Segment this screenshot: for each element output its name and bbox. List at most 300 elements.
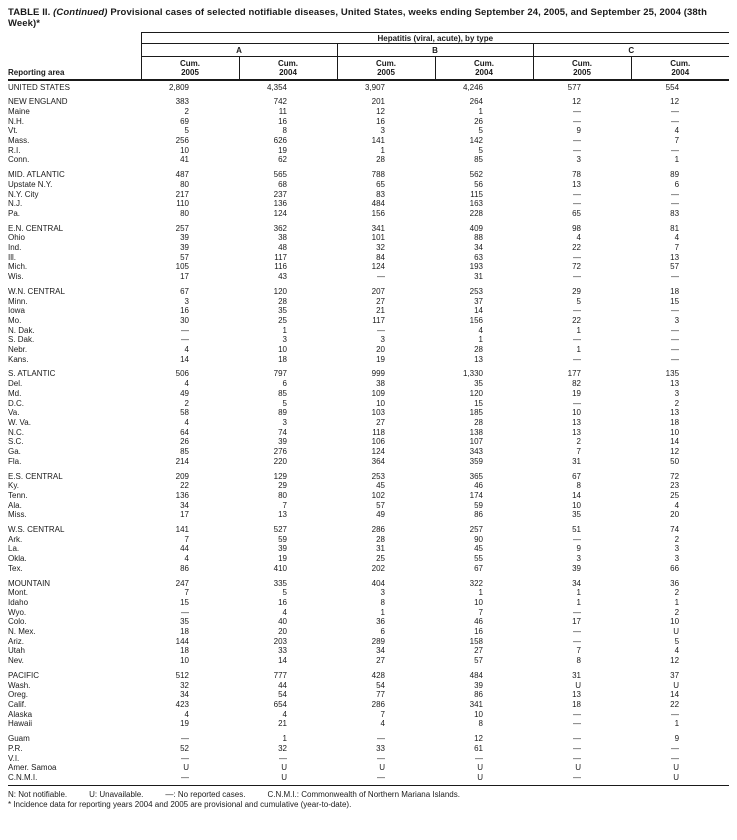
value-cell: 7	[576, 646, 581, 656]
value-cell: 3	[184, 296, 189, 306]
value-cell: 16	[180, 306, 189, 316]
reporting-area-cell: E.S. CENTRAL	[8, 471, 63, 481]
table-row	[8, 180, 729, 190]
value-cell: 335	[273, 578, 287, 588]
value-cell: 44	[180, 544, 189, 554]
value-cell: 7	[674, 136, 680, 146]
value-cell: 35	[180, 617, 189, 627]
value-cell: 1	[576, 588, 581, 598]
value-cell: 1,330	[462, 369, 483, 379]
table-row	[8, 646, 729, 656]
reporting-area-cell: N.C.	[8, 427, 24, 437]
value-cell: —	[671, 199, 680, 209]
value-cell: 9	[576, 544, 581, 554]
reporting-area-cell: Miss.	[8, 510, 27, 520]
value-cell: 22	[572, 315, 581, 325]
value-cell: 124	[371, 262, 385, 272]
table-row	[8, 491, 729, 501]
reporting-area-cell: Minn.	[8, 296, 28, 306]
value-cell: 423	[175, 699, 189, 709]
value-cell: 209	[175, 471, 189, 481]
value-cell: 86	[474, 690, 483, 700]
value-cell: 410	[273, 563, 287, 573]
reporting-area-cell: Md.	[8, 388, 22, 398]
value-cell: 1	[380, 145, 385, 155]
value-cell: 4,354	[266, 82, 287, 92]
value-cell: 78	[572, 170, 581, 180]
reporting-area-cell: Ohio	[8, 233, 25, 243]
value-cell: 110	[176, 199, 189, 209]
value-cell: 17	[180, 510, 189, 520]
value-cell: 6	[380, 627, 385, 637]
value-cell: 562	[469, 170, 483, 180]
value-cell: 17	[572, 617, 581, 627]
table-row	[8, 379, 729, 389]
table-title	[8, 7, 729, 29]
value-cell: U	[575, 763, 581, 773]
value-cell: 13	[572, 179, 581, 189]
value-cell: 45	[474, 544, 483, 554]
reporting-area-cell: Utah	[8, 646, 25, 656]
hepatitis-b-header: B	[337, 44, 533, 57]
value-cell: 27	[376, 296, 385, 306]
value-cell: 276	[273, 447, 287, 457]
value-cell: 102	[371, 490, 385, 500]
value-cell: 27	[376, 656, 385, 666]
value-cell: 7	[282, 500, 287, 510]
value-cell: 85	[180, 447, 189, 457]
value-cell: 788	[371, 170, 385, 180]
value-cell: 777	[273, 670, 287, 680]
value-cell: 5	[282, 398, 287, 408]
table-row	[8, 262, 729, 272]
table-row	[8, 117, 729, 127]
value-cell: 12	[572, 97, 581, 107]
value-cell: 56	[474, 179, 483, 189]
value-cell: 3	[674, 554, 680, 564]
value-cell: 10	[376, 398, 385, 408]
value-cell: 2	[576, 437, 581, 447]
value-cell: 124	[273, 208, 287, 218]
value-cell: 39	[278, 437, 287, 447]
footnote-legend	[8, 790, 729, 800]
value-cell: 124	[371, 447, 385, 457]
reporting-area-cell: W.S. CENTRAL	[8, 525, 65, 535]
value-cell: 237	[273, 189, 287, 199]
value-cell: 46	[474, 617, 483, 627]
value-cell: 2	[674, 588, 680, 598]
value-cell: 16	[278, 116, 287, 126]
reporting-area-cell: Okla.	[8, 554, 27, 564]
table-row	[8, 282, 729, 297]
value-cell: 13	[670, 379, 680, 389]
value-cell: 118	[372, 427, 385, 437]
value-cell: 57	[670, 262, 680, 272]
table-row	[8, 457, 729, 467]
value-cell: 14	[670, 437, 680, 447]
reporting-area-cell: W.N. CENTRAL	[8, 286, 65, 296]
value-cell: 512	[175, 670, 189, 680]
value-cell: 21	[376, 306, 385, 316]
table-row	[8, 428, 729, 438]
year-label: 2005	[181, 67, 199, 77]
value-cell: 3	[380, 588, 385, 598]
reporting-area-cell: UNITED STATES	[8, 82, 70, 92]
value-cell: 13	[670, 408, 680, 418]
value-cell: 15	[670, 296, 680, 306]
value-cell: 428	[371, 670, 385, 680]
value-cell: 68	[278, 179, 287, 189]
value-cell: 2,809	[168, 82, 189, 92]
value-cell: 31	[376, 544, 385, 554]
value-cell: 3	[380, 126, 385, 136]
value-cell: 484	[469, 670, 483, 680]
reporting-area-cell: MID. ATLANTIC	[8, 170, 65, 180]
value-cell: 32	[180, 680, 189, 690]
reporting-area-cell: Fla.	[8, 456, 22, 466]
value-cell: 22	[180, 481, 189, 491]
value-cell: 34	[376, 646, 385, 656]
value-cell: 3	[674, 315, 680, 325]
value-cell: 2	[674, 398, 680, 408]
value-cell: 19	[278, 554, 287, 564]
value-cell: 22	[670, 699, 680, 709]
value-cell: 86	[180, 563, 189, 573]
value-cell: —	[377, 272, 385, 282]
value-cell: 10	[278, 345, 287, 355]
table-row	[8, 316, 729, 326]
value-cell: —	[573, 116, 581, 126]
reporting-area-cell: S. ATLANTIC	[8, 369, 56, 379]
value-cell: 37	[670, 670, 680, 680]
value-cell: 144	[175, 636, 189, 646]
value-cell: 57	[474, 656, 483, 666]
cum-label: Cum.	[572, 58, 592, 68]
value-cell: 18	[670, 418, 680, 427]
year-label: 2005	[573, 67, 591, 77]
value-cell: 506	[175, 369, 189, 379]
value-cell: 13	[670, 252, 680, 262]
value-cell: 1	[576, 345, 581, 355]
value-cell: 80	[180, 179, 189, 189]
value-cell: 797	[273, 369, 287, 379]
reporting-area-cell: Oreg.	[8, 690, 29, 700]
reporting-area-cell: Ariz.	[8, 636, 24, 646]
value-cell: 63	[474, 252, 483, 262]
value-cell: 14	[474, 306, 483, 316]
table-row	[8, 656, 729, 666]
value-cell: —	[671, 189, 680, 199]
value-cell: 35	[474, 379, 483, 389]
value-cell: U	[673, 627, 680, 637]
value-cell: 9	[576, 126, 581, 136]
value-cell: 203	[273, 636, 287, 646]
value-cell: 364	[371, 456, 385, 466]
value-cell: 28	[474, 345, 483, 355]
value-cell: —	[573, 734, 581, 744]
value-cell: 20	[670, 510, 680, 520]
table-row	[8, 297, 729, 307]
value-cell: 14	[670, 690, 680, 700]
value-cell: U	[631, 773, 729, 785]
value-cell: 4	[184, 345, 189, 355]
value-cell: 742	[273, 97, 287, 107]
table-body	[8, 80, 729, 786]
value-cell: 5	[478, 126, 483, 136]
value-cell: —	[671, 116, 680, 126]
reporting-area-cell: MOUNTAIN	[8, 578, 51, 588]
value-cell: 1	[478, 335, 483, 345]
value-cell: 45	[376, 481, 385, 491]
value-cell: —	[671, 306, 680, 316]
col-header-c-cum-2005	[533, 57, 631, 80]
year-label: 2005	[377, 67, 395, 77]
value-cell: 4	[674, 126, 680, 136]
col-header-a-cum-2004	[239, 57, 337, 80]
value-cell: —	[181, 753, 189, 763]
legend-unavailable: U: Unavailable.	[89, 789, 144, 799]
value-cell: 8	[282, 126, 287, 136]
value-cell: 14	[278, 656, 287, 666]
value-cell: U	[435, 773, 533, 785]
value-cell: 5	[576, 296, 581, 306]
table-row	[8, 355, 729, 365]
value-cell: 217	[175, 189, 189, 199]
reporting-area-cell: Colo.	[8, 617, 27, 627]
value-cell: 15	[180, 597, 189, 607]
value-cell: 49	[180, 388, 189, 398]
value-cell: 34	[180, 500, 189, 510]
value-cell: —	[671, 354, 680, 364]
table-row	[8, 199, 729, 209]
value-cell: —	[573, 753, 581, 763]
value-cell: 156	[371, 208, 385, 218]
value-cell: 12	[670, 97, 680, 107]
value-cell: 228	[469, 208, 483, 218]
value-cell: U	[575, 680, 581, 690]
value-cell: 4	[380, 719, 385, 729]
value-cell: 5	[478, 145, 483, 155]
value-cell: 67	[180, 286, 189, 296]
value-cell: 7	[674, 243, 680, 253]
value-cell: —	[573, 719, 581, 729]
value-cell: 39	[180, 233, 189, 243]
value-cell: 31	[474, 272, 483, 282]
value-cell: 85	[474, 155, 483, 165]
legend-no-reported-cases: —: No reported cases.	[165, 789, 246, 799]
value-cell: 999	[371, 369, 385, 379]
cum-label: Cum.	[180, 58, 200, 68]
value-cell: 141	[371, 136, 385, 146]
value-cell: 116	[274, 262, 287, 272]
value-cell: 35	[278, 306, 287, 316]
value-cell: 177	[567, 369, 581, 379]
table-row	[8, 447, 729, 457]
value-cell: 141	[175, 525, 189, 535]
value-cell: 138	[469, 427, 483, 437]
value-cell: 7	[380, 709, 385, 719]
value-cell: 135	[665, 369, 680, 379]
value-cell: 26	[180, 437, 189, 447]
footnotes	[8, 790, 729, 810]
value-cell: —	[377, 325, 385, 335]
value-cell: 12	[670, 447, 680, 457]
value-cell: —	[475, 753, 483, 763]
reporting-area-cell: PACIFIC	[8, 670, 39, 680]
cum-label: Cum.	[278, 58, 298, 68]
reporting-area-cell: Va.	[8, 408, 20, 418]
value-cell: 341	[371, 223, 385, 233]
value-cell: 129	[273, 471, 287, 481]
value-cell: 33	[376, 743, 385, 753]
value-cell: 185	[469, 408, 483, 418]
value-cell: 16	[278, 597, 287, 607]
value-cell: 577	[567, 82, 581, 92]
value-cell: 90	[474, 534, 483, 544]
value-cell: —	[671, 325, 680, 335]
value-cell: 57	[180, 252, 189, 262]
value-cell: 404	[371, 578, 385, 588]
value-cell: —	[533, 773, 631, 785]
table-row	[8, 544, 729, 554]
reporting-area-cell: Upstate N.Y.	[8, 179, 53, 189]
value-cell: 39	[180, 243, 189, 253]
table-row	[8, 554, 729, 564]
value-cell: 1	[576, 597, 581, 607]
value-cell: 4,246	[462, 82, 483, 92]
value-cell: 67	[572, 471, 581, 481]
table-row	[8, 165, 729, 180]
year-label: 2004	[475, 67, 493, 77]
value-cell: 10	[474, 709, 483, 719]
table-row	[8, 681, 729, 691]
value-cell: 83	[670, 208, 680, 218]
table-row	[8, 773, 729, 785]
table-row	[8, 608, 729, 618]
table-row	[8, 418, 729, 428]
reporting-area-cell: V.I.	[8, 753, 20, 763]
value-cell: —	[573, 627, 581, 637]
table-row	[8, 190, 729, 200]
value-cell: 55	[474, 554, 483, 564]
table-row	[8, 243, 729, 253]
value-cell: —	[671, 743, 680, 753]
value-cell: 2	[674, 534, 680, 544]
value-cell: 7	[184, 534, 189, 544]
value-cell: 61	[474, 743, 483, 753]
value-cell: 89	[670, 170, 680, 180]
col-header-b-cum-2004	[435, 57, 533, 80]
value-cell: 48	[278, 243, 287, 253]
value-cell: 4	[576, 233, 581, 243]
reporting-area-header: Reporting area	[8, 33, 141, 80]
value-cell: 88	[474, 233, 483, 243]
reporting-area-cell: Ill.	[8, 252, 16, 262]
value-cell: —	[573, 398, 581, 408]
value-cell: 83	[376, 189, 385, 199]
value-cell: 253	[469, 286, 483, 296]
table-row	[8, 520, 729, 535]
value-cell: 35	[572, 510, 581, 520]
reporting-area-cell: N. Dak.	[8, 325, 35, 335]
value-cell: 13	[474, 354, 483, 364]
reporting-area-cell: Wis.	[8, 272, 24, 282]
value-cell: U	[673, 763, 680, 773]
table-row	[8, 763, 729, 773]
value-cell: —	[671, 145, 680, 155]
value-cell: 67	[474, 563, 483, 573]
value-cell: 32	[278, 743, 287, 753]
value-cell: 365	[469, 471, 483, 481]
value-cell: 362	[273, 223, 287, 233]
reporting-area-cell: Hawaii	[8, 719, 33, 729]
value-cell: 1	[478, 588, 483, 598]
value-cell: 136	[273, 199, 287, 209]
value-cell: 5	[282, 588, 287, 598]
table-row	[8, 617, 729, 627]
value-cell: U	[477, 763, 483, 773]
value-cell: 40	[278, 617, 287, 627]
value-cell: 54	[278, 690, 287, 700]
value-cell: 6	[674, 179, 680, 189]
reporting-area-cell: N. Mex.	[8, 627, 36, 637]
value-cell: 19	[278, 145, 287, 155]
value-cell: 21	[278, 719, 287, 729]
value-cell: 105	[175, 262, 189, 272]
value-cell: 1	[674, 155, 680, 165]
value-cell: 39	[278, 544, 287, 554]
value-cell: 103	[371, 408, 385, 418]
value-cell: 65	[572, 208, 581, 218]
value-cell: —	[573, 252, 581, 262]
value-cell: 1	[576, 325, 581, 335]
hepatitis-group-header: Hepatitis (viral, acute), by type	[141, 33, 729, 44]
reporting-area-cell: Ark.	[8, 534, 23, 544]
value-cell: 13	[572, 690, 581, 700]
value-cell: 22	[572, 243, 581, 253]
value-cell: —	[377, 734, 385, 744]
value-cell: 256	[175, 136, 189, 146]
reporting-area-cell: Calif.	[8, 699, 27, 709]
value-cell: 54	[376, 680, 385, 690]
value-cell: —	[573, 354, 581, 364]
value-cell: —	[181, 335, 189, 345]
value-cell: 58	[180, 408, 189, 418]
value-cell: 52	[180, 743, 189, 753]
value-cell: 34	[180, 690, 189, 700]
table-title-prefix: TABLE II.	[8, 7, 51, 18]
value-cell: 59	[474, 500, 483, 510]
notifiable-diseases-table	[8, 32, 729, 786]
value-cell: 27	[376, 418, 385, 427]
value-cell: 19	[180, 719, 189, 729]
value-cell: 7	[478, 607, 483, 617]
table-row	[8, 253, 729, 263]
value-cell: 5	[184, 126, 189, 136]
value-cell: 4	[184, 418, 189, 427]
reporting-area-cell: Pa.	[8, 208, 21, 218]
value-cell: 28	[376, 534, 385, 544]
value-cell: 286	[371, 525, 385, 535]
value-cell: 4	[184, 709, 189, 719]
value-cell: 220	[273, 456, 287, 466]
legend-not-notifiable: N: Not notifiable.	[8, 789, 68, 799]
value-cell: 19	[572, 388, 581, 398]
reporting-area-cell: Ind.	[8, 243, 22, 253]
value-cell: 2	[674, 607, 680, 617]
value-cell: 20	[278, 627, 287, 637]
value-cell: 4	[674, 233, 680, 243]
